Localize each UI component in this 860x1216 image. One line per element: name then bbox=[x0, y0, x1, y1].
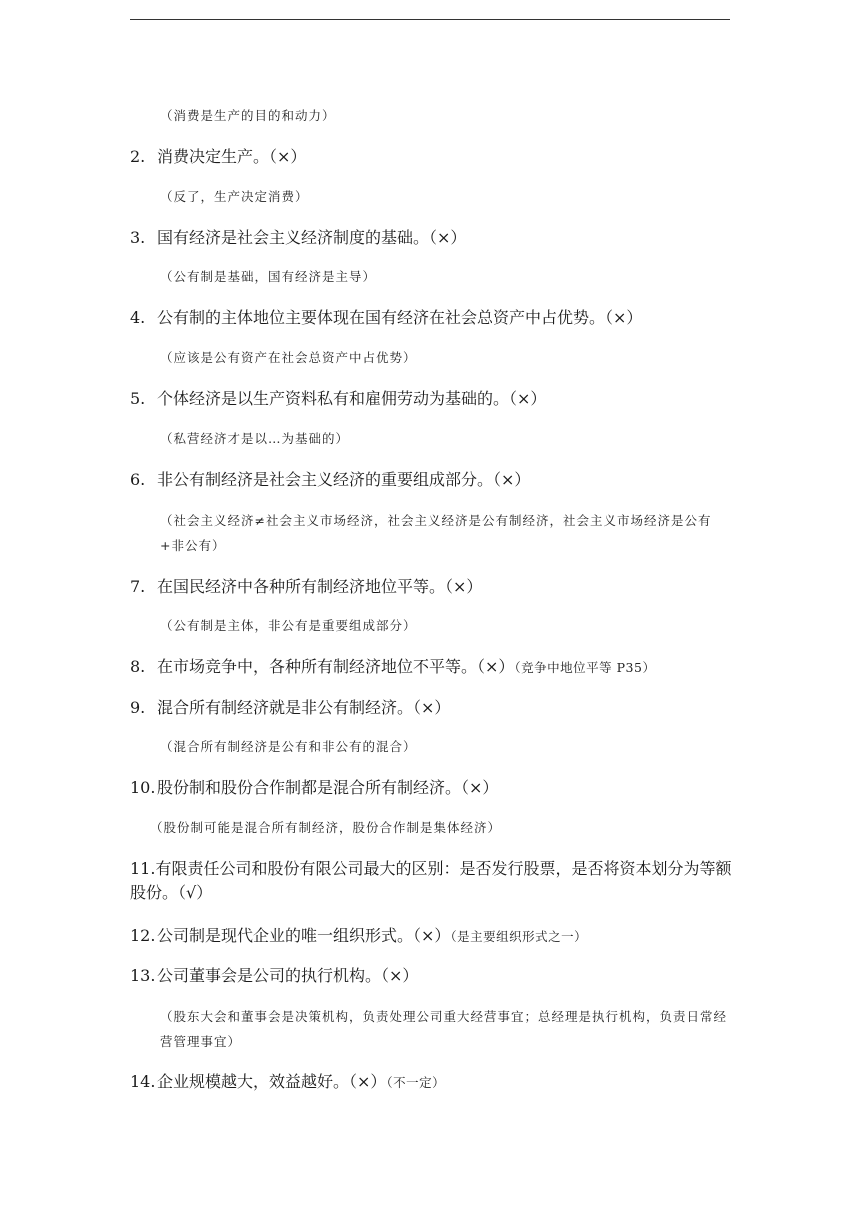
answer-note: （消费是生产的目的和动力） bbox=[160, 108, 336, 123]
question-item bbox=[130, 468, 530, 492]
question-text: 公有制的主体地位主要体现在国有经济在社会总资产中占优势。（×） bbox=[157, 308, 643, 327]
answer-note: （混合所有制经济是公有和非公有的混合） bbox=[160, 739, 417, 754]
answer-note: （公有制是主体，非公有是重要组成部分） bbox=[160, 618, 417, 633]
question-text: 非公有制经济是社会主义经济的重要组成部分。（×） bbox=[157, 470, 531, 489]
question-item bbox=[130, 655, 655, 680]
answer-note: （私营经济才是以…为基础的） bbox=[160, 431, 350, 446]
question-text: 企业规模越大，效益越好。（×） bbox=[157, 1072, 387, 1091]
inline-answer-note: （是主要组织形式之一） bbox=[450, 929, 588, 944]
question-item bbox=[130, 575, 482, 599]
answer-note: （应该是公有资产在社会总资产中占优势） bbox=[160, 350, 417, 365]
answer-note: （公有制是基础，国有经济是主导） bbox=[160, 269, 377, 284]
question-text: 公司董事会是公司的执行机构。（×） bbox=[157, 966, 419, 985]
question-item bbox=[130, 964, 418, 988]
answer-note: （股份制可能是混合所有制经济，股份合作制是集体经济） bbox=[150, 820, 502, 835]
question-number: 9. bbox=[130, 698, 146, 717]
question-item bbox=[130, 696, 450, 720]
question-number: 10. bbox=[130, 778, 156, 797]
question-item bbox=[130, 1070, 445, 1095]
question-text: 在国民经济中各种所有制经济地位平等。（×） bbox=[157, 577, 483, 596]
question-item bbox=[130, 857, 732, 905]
question-text: 有限责任公司和股份有限公司最大的区别：是否发行股票，是否将资本划分为等额股份。（√） bbox=[130, 859, 732, 902]
question-text: 混合所有制经济就是非公有制经济。（×） bbox=[157, 698, 451, 717]
inline-answer-note: （不一定） bbox=[386, 1075, 446, 1090]
answer-note: （社会主义经济≠社会主义市场经济，社会主义经济是公有制经济，社会主义市场经济是公有+非公有） bbox=[160, 513, 712, 553]
inline-answer-note: （竞争中地位平等 P35） bbox=[514, 660, 656, 675]
question-text: 公司制是现代企业的唯一组织形式。（×） bbox=[157, 926, 451, 945]
question-text: 股份制和股份合作制都是混合所有制经济。（×） bbox=[157, 778, 499, 797]
question-item bbox=[130, 387, 546, 411]
question-text: 在市场竞争中，各种所有制经济地位不平等。（×） bbox=[157, 657, 515, 676]
question-text: 国有经济是社会主义经济制度的基础。（×） bbox=[157, 228, 467, 247]
question-number: 11. bbox=[130, 859, 156, 878]
answer-note: （股东大会和董事会是决策机构，负责处理公司重大经营事宜；总经理是执行机构，负责日常经营管理事宜） bbox=[160, 1009, 728, 1049]
header-rule bbox=[130, 19, 730, 20]
question-item bbox=[130, 226, 466, 250]
question-text: 消费决定生产。（×） bbox=[157, 147, 307, 166]
question-item bbox=[130, 776, 498, 800]
question-number: 12. bbox=[130, 926, 156, 945]
question-number: 14. bbox=[130, 1072, 156, 1091]
question-number: 13. bbox=[130, 966, 156, 985]
question-number: 7. bbox=[130, 577, 146, 596]
answer-note: （反了，生产决定消费） bbox=[160, 189, 309, 204]
question-number: 2. bbox=[130, 147, 146, 166]
question-number: 3. bbox=[130, 228, 146, 247]
question-text: 个体经济是以生产资料私有和雇佣劳动为基础的。（×） bbox=[157, 389, 547, 408]
question-item bbox=[130, 924, 587, 949]
question-number: 4. bbox=[130, 308, 146, 327]
question-number: 5. bbox=[130, 389, 146, 408]
question-number: 8. bbox=[130, 657, 146, 676]
question-item bbox=[130, 306, 642, 330]
question-item bbox=[130, 145, 306, 169]
question-number: 6. bbox=[130, 470, 146, 489]
